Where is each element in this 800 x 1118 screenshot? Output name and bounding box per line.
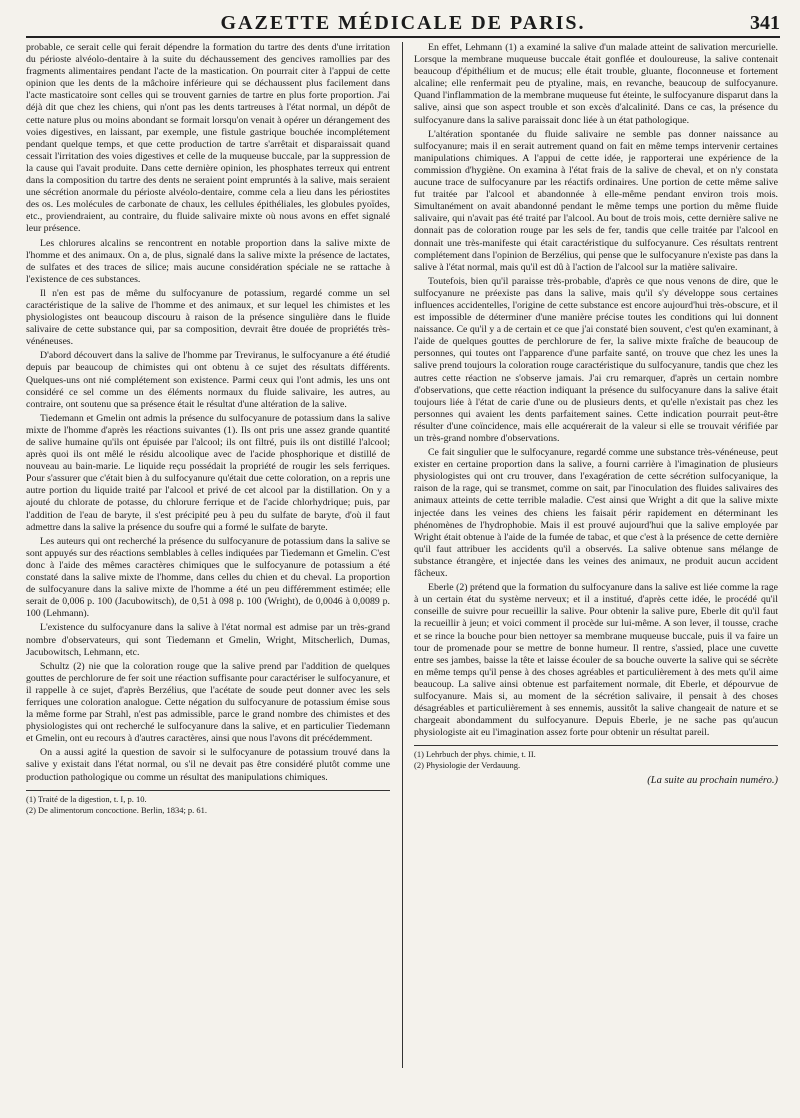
left-column bbox=[26, 42, 390, 1108]
text-columns bbox=[26, 42, 780, 1108]
page-header bbox=[26, 10, 780, 38]
paragraph: Schultz (2) nie que la coloration rouge que la salive prend par l'addition de quelques gouttes de perchlorure de fer soit une réaction suffisante pour caractériser le sulfocyanure, et il rappelle à ce sujet, d'après Berzélius, que l'acétate de soude peut donner avec les sels ferriques une coloration analogue. Cette négation du sulfocyanure de potassium émise sous la même forme par Strahl, n'est pas admissible, parce le grand nombre des chimistes et des physiologistes qui ont recherché le sulfocyanure dans la salive, et en particulier Tiedemann et Gmelin, ont eu recours à d'autres caractères, ainsi que nous l'avons dit précédemment. bbox=[26, 660, 390, 745]
paragraph: Les auteurs qui ont recherché la présence du sulfocyanure de potassium dans la salive se sont appuyés sur des réactions semblables à celles indiquées par Tiedemann et Gmelin. C'est donc à l'aide des mêmes caractères chimiques que le sulfocyanure de potassium a été constaté dans la salive mixte de l'homme, dans celles du chien et du cheval. La proportion de sulfocyanure dans la salive mixte de l'homme a été un peu différemment estimée; elle serait de 0,006 p. 100 (Jacubowitsch), de 0,51 à 098 p. 100 (Wright), de 0,0046 à 0,0089 p. 100 (Lehmann). bbox=[26, 535, 390, 620]
page-number: 341 bbox=[750, 12, 780, 34]
paragraph: On a aussi agité la question de savoir si le sulfocyanure de potassium trouvé dans la salive y existait dans l'état normal, ou s'il ne devait pas être considéré plutôt comme une production pathologique ou comme un résultat des manipulations chimiques. bbox=[26, 747, 390, 783]
footnote: (1) Traité de la digestion, t. I, p. 10. bbox=[26, 793, 147, 804]
right-column bbox=[414, 42, 778, 1108]
journal-page bbox=[26, 10, 780, 1108]
footnote: (2) Physiologie der Verdauung. bbox=[414, 760, 521, 771]
paragraph: Ce fait singulier que le sulfocyanure, regardé comme une substance très-vénéneuse, peut exister en certaine proportion dans la salive, a fourni carrière à l'imagination de plusieurs physiologistes qui ont cru trouver, dans l'exagération de cette sécrétion sulfocyanique, la raison de la rage, qui se transmet, comme on sait, par l'inoculation des fluides salivaires des animaux atteints de cette terrible maladie. C'est ainsi que Wright a dit que la salive mixte injectée dans les veines des chiens les faisait périr rapidement en déterminant les phénomènes de l'hydrophobie. Mais il est prouvé aujourd'hui que la salive employée par Wright était obtenue à l'aide de la fumée de tabac, et que c'est à la présence de cette dernière qu'il faut attribuer les accidents qu'il a observés. La salive obtenue sans mélange de substance étrangère, et injectée dans les veines des animaux, ne produit aucun accident fâcheux. bbox=[414, 447, 778, 580]
column-divider bbox=[402, 42, 403, 1068]
footnote-rule bbox=[26, 790, 390, 791]
continuation-note: (La suite au prochain numéro.) bbox=[647, 775, 778, 787]
paragraph: Toutefois, bien qu'il paraisse très-probable, d'après ce que nous venons de dire, que le sulfocyanure ne préexiste pas dans la salive, mais qu'il s'y développe sous certaines influences accidentelles, l'origine de cette substance est encore aujourd'hui très-obscure, et il est impossible de déterminer d'une manière précise toutes les conditions qui lui donnent naissance. Ce qu'il y a de certain et ce que j'ai constaté bien souvent, c'est qu'en examinant, à l'aide de quelques gouttes de perchlorure de fer, la salive mixte fraîche de beaucoup de personnes, qui toutes ont l'apparence d'une parfaite santé, on trouve que chez les unes la salive prend toujours la coloration rouge caractéristique du sulfocyanure, tandis que chez les autres cette réaction ne s'observe jamais. J'ai cru remarquer, d'après un certain nombre d'observations, que cette réaction indiquant la présence du sulfocyanure dans la salive était toujours liée à l'état de carie d'une ou de plusieurs dents, et qu'elle n'existait pas chez les personnes qui avaient les dents parfaitement saines. Cette indication pourrait peut-être résulter d'une coïncidence, mais elle acquérerait de la valeur si elle se trouvait vérifiée par un très-grand nombre d'observations. bbox=[414, 275, 778, 444]
paragraph: Eberle (2) prétend que la formation du sulfocyanure dans la salive est liée comme la rage à un certain état du système nerveux; et il a institué, d'après cette idée, le procédé qu'il conseille de suivre pour recueillir la salive. Pour obtenir la salive pure, Eberle dit qu'il faut la recueillir à jeun; et voici comment il procède sur lui-même. A son lever, il tousse, crache et se rince la bouche pour bien nettoyer sa membrane muqueuse buccale, puis il va faire un tour de promenade pour se mettre de bonne humeur. Il rentre, s'assied, place une cuvette entre ses jambes, baisse la tête et laisse écouler de sa bouche ouverte la salive qui se sécrète en même temps qu'il pense à des choses agréables et particulièrement à des mets qu'il aime beaucoup. La salive ainsi obtenue est parfaitement normale, dit Eberle, et dépourvue de sulfocyanure. Mais si, au moment de la sécrétion salivaire, il pensait à des choses désagréables et particulièrement à ses ennemis, aussitôt la salive changeait de nature et se chargeait abondamment du sulfocyanure. Depuis Eberle, je ne sache pas qu'aucun physiologiste ait eu l'imagination assez forte pour obtenir un résultat pareil. bbox=[414, 582, 778, 739]
paragraph: probable, ce serait celle qui ferait dépendre la formation du tartre des dents d'une irritation du périoste alvéolo-dentaire à la suite du déchaussement des gencives ramollies par des fragments alimentaires pendant l'acte de la mastication. On pourrait citer à l'appui de cette opinion que les dents de la mâchoire inférieure qui se déchaussent plus facilement dans l'acte masticatoire sont celles qui se trouvent garnies de tartre en plus forte proportion. J'ai déjà dit que chez les chiens, qui n'ont pas les dents tartreuses à l'état normal, un dépôt de cette nature plus ou moins abondant se formait lorsqu'on venait à opérer un dérangement des voies digestives, en laissant, par exemple, une fistule gastrique bouchée incomplétement pendant quelque temps, et que cette production de tartre s'arrêtait et disparaissait quand cessait l'irritation des voies digestives et celle de la muqueuse buccale, par la suppression de la cause qui l'avait produite. Dans cette dernière opinion, les phosphates terreux qui entrent dans la composition du tartre des dents ne seraient point empruntés à la salive, mais seraient une sécrétion anormale du périoste alvéolo-dentaire, comme cela a lieu dans les périostites des os. Les molécules de carbonate de chaux, les cellules épithéliales, les globules pyoïdes, etc., proviendraient, au contraire, du fluide salivaire mixte où nous avons en effet signalé leur présence. bbox=[26, 42, 390, 235]
paragraph: L'existence du sulfocyanure dans la salive à l'état normal est admise par un très-grand nombre d'observateurs, qui sont Tiedemann et Gmelin, Wright, Mitscherlich, Dumas, Jacubowitsch, Lehmann, etc. bbox=[26, 622, 390, 658]
paragraph: L'altération spontanée du fluide salivaire ne semble pas donner naissance au sulfocyanure; mais il en serait autrement quand on fait en même temps intervenir certaines manipulations chimiques. A l'appui de cette idée, je rapporterai une expérience de la commission d'hygiène. On examina à l'état frais de la salive de cheval, et on n'y constata aucune trace de sulfocyanure par les réactifs ordinaires. Une portion de cette même salive fut traitée par l'alcool et abandonnée à elle-même pendant environ trois mois. Simultanément on avait abandonné pendant le même temps une portion du même fluide salivaire, qui n'avait pas été traité par l'alcool. Au bout de trois mois, cette dernière salive ne donnait pas de coloration rouge par les sels de fer, tandis que celle traitée par l'alcool en donnait une très-manifeste qui était caractéristique du sulfocyanure. Ces résultats rentrent complétement dans l'opinion de Berzélius, qui pense que le sulfocyanure n'existe pas dans la salive à l'état normal, mais qu'il est dû à l'action de l'alcool sur la matière salivaire. bbox=[414, 128, 778, 273]
journal-title: GAZETTE MÉDICALE DE PARIS. bbox=[220, 12, 586, 34]
paragraph: Il n'en est pas de même du sulfocyanure de potassium, regardé comme un sel caractéristique de la salive de l'homme et des animaux, et sur lequel les chimistes et les physiologistes ont beaucoup discouru à raison de la présence singulière dans le fluide salivaire de cette substance qui, par sa composition, devrait être douée de propriétés très-vénéneuses. bbox=[26, 287, 390, 348]
paragraph: Tiedemann et Gmelin ont admis la présence du sulfocyanure de potassium dans la salive mixte de l'homme d'après les réactions suivantes (1). Ils ont pris une assez grande quantité de salive humaine qu'ils ont épuisée par l'alcool; ils ont filtré, puis ils ont distillé l'alcool; après quoi ils ont mêlé le résidu alcoolique avec de l'acide phosphorique et distillé de nouveau au bain-marie. Le liquide reçu possédait la propriété de rougir les sels ferriques. Pour s'assurer que c'était bien à du sulfocyanure qu'était due cette coloration, on a repris une autre portion du liquide traité par l'alcool et privé de cet alcool par la distillation. On y a ajouté du chlorate de potasse, du chlorure ferrique et de l'acide chlorhydrique; puis, par l'addition de l'eau de baryte, il s'est précipité peu à peu du sulfate de baryte, d'où il faut admettre dans la salive la présence du soufre qui a formé le sulfate de baryte. bbox=[26, 412, 390, 533]
paragraph: En effet, Lehmann (1) a examiné la salive d'un malade atteint de salivation mercurielle. Lorsque la membrane muqueuse buccale était gonflée et douloureuse, la salive contenait beaucoup d'épithélium et de mucus; elle était trouble, gluante, floconneuse et fortement alcaline; elle renfermait peu de ptyaline, mais, en revanche, beaucoup de sulfocyanure. Quand l'inflammation de la membrane muqueuse fut éteinte, le sulfocyanure disparut dans la salive, ainsi que son aspect trouble et son excès d'alcalinité. Dans ce cas, la présence du sulfocyanure dans la salive paraissait donc liée à un état pathologique. bbox=[414, 42, 778, 126]
paragraph: Les chlorures alcalins se rencontrent en notable proportion dans la salive mixte de l'homme et des animaux. On a, de plus, signalé dans la salive mixte la présence de lactates, de sulfates et des traces de silice; mais aucune considération spéciale ne se rattache à l'existence de ces substances. bbox=[26, 237, 390, 285]
paragraph: D'abord découvert dans la salive de l'homme par Treviranus, le sulfocyanure a été étudié depuis par beaucoup de chimistes qui ont obtenu à ce sujet des résultats différents. Quelques-uns ont nié complétement son existence. Parmi ceux qui l'ont admis, les uns ont considéré ce sel comme un des éléments normaux du fluide salivaire, les autres, au contraire, ont soutenu que sa présence était le résultat d'une altération de la salive. bbox=[26, 350, 390, 410]
footnote: (1) Lehrbuch der phys. chimie, t. II. bbox=[414, 749, 536, 760]
footnote-rule bbox=[414, 745, 778, 746]
footnote: (2) De alimentorum concoctione. Berlin, 1834; p. 61. bbox=[26, 804, 208, 815]
